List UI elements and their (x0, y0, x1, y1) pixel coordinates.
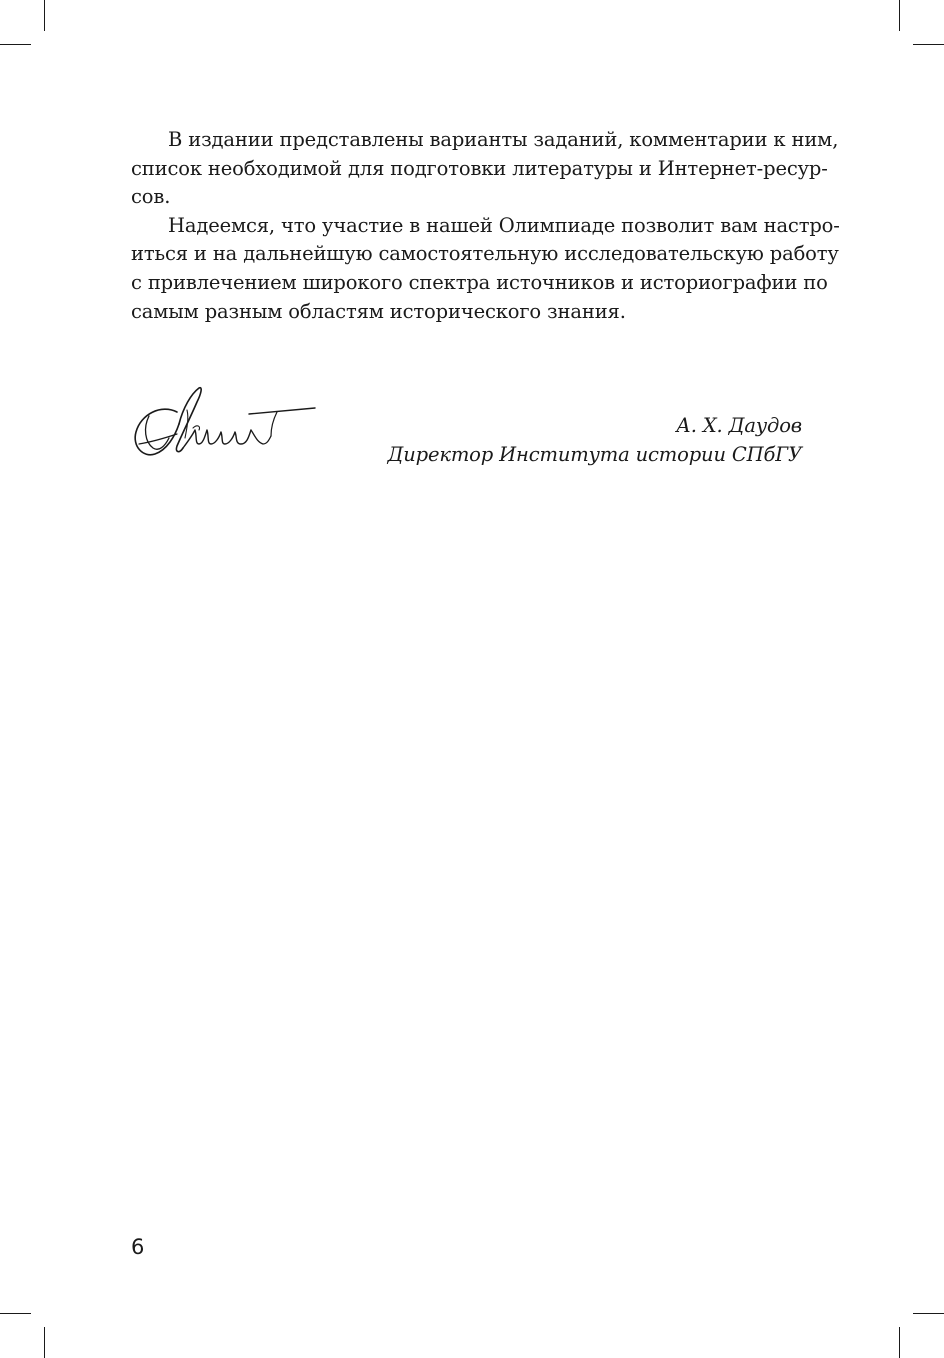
crop-mark-bottom-right-horizontal (913, 1313, 944, 1314)
crop-mark-top-left-horizontal (0, 44, 31, 45)
crop-mark-bottom-left-vertical (44, 1327, 45, 1358)
signatory-name: А. Х. Даудов (676, 414, 802, 437)
signatory-position: Директор Института истории СПбГУ (387, 442, 802, 466)
crop-mark-top-left-vertical (44, 0, 45, 31)
text-line: В издании представлены варианты заданий, комментарии к ним, (168, 128, 839, 151)
crop-mark-top-right-vertical (899, 0, 900, 31)
paragraph-1 (131, 126, 839, 212)
crop-mark-bottom-right-vertical (899, 1327, 900, 1358)
crop-mark-bottom-left-horizontal (0, 1313, 31, 1314)
crop-mark-top-right-horizontal (913, 44, 944, 45)
page-number: 6 (131, 1235, 145, 1259)
paragraph-2 (131, 212, 840, 326)
text-line: список необходимой для подготовки литературы и Интернет-ресур- (131, 156, 828, 180)
handwritten-signature (131, 384, 317, 464)
signature-block (388, 412, 802, 469)
text-line: сов. (131, 185, 171, 209)
text-line: иться и на дальнейшую самостоятельную исследовательскую работу (131, 242, 839, 266)
text-line: Надеемся, что участие в нашей Олимпиаде позволит вам настро- (168, 213, 840, 237)
body-text (131, 126, 840, 326)
text-line: с привлечением широкого спектра источников и историографии по (131, 270, 828, 294)
text-line: самым разным областям исторического знания. (131, 299, 626, 323)
